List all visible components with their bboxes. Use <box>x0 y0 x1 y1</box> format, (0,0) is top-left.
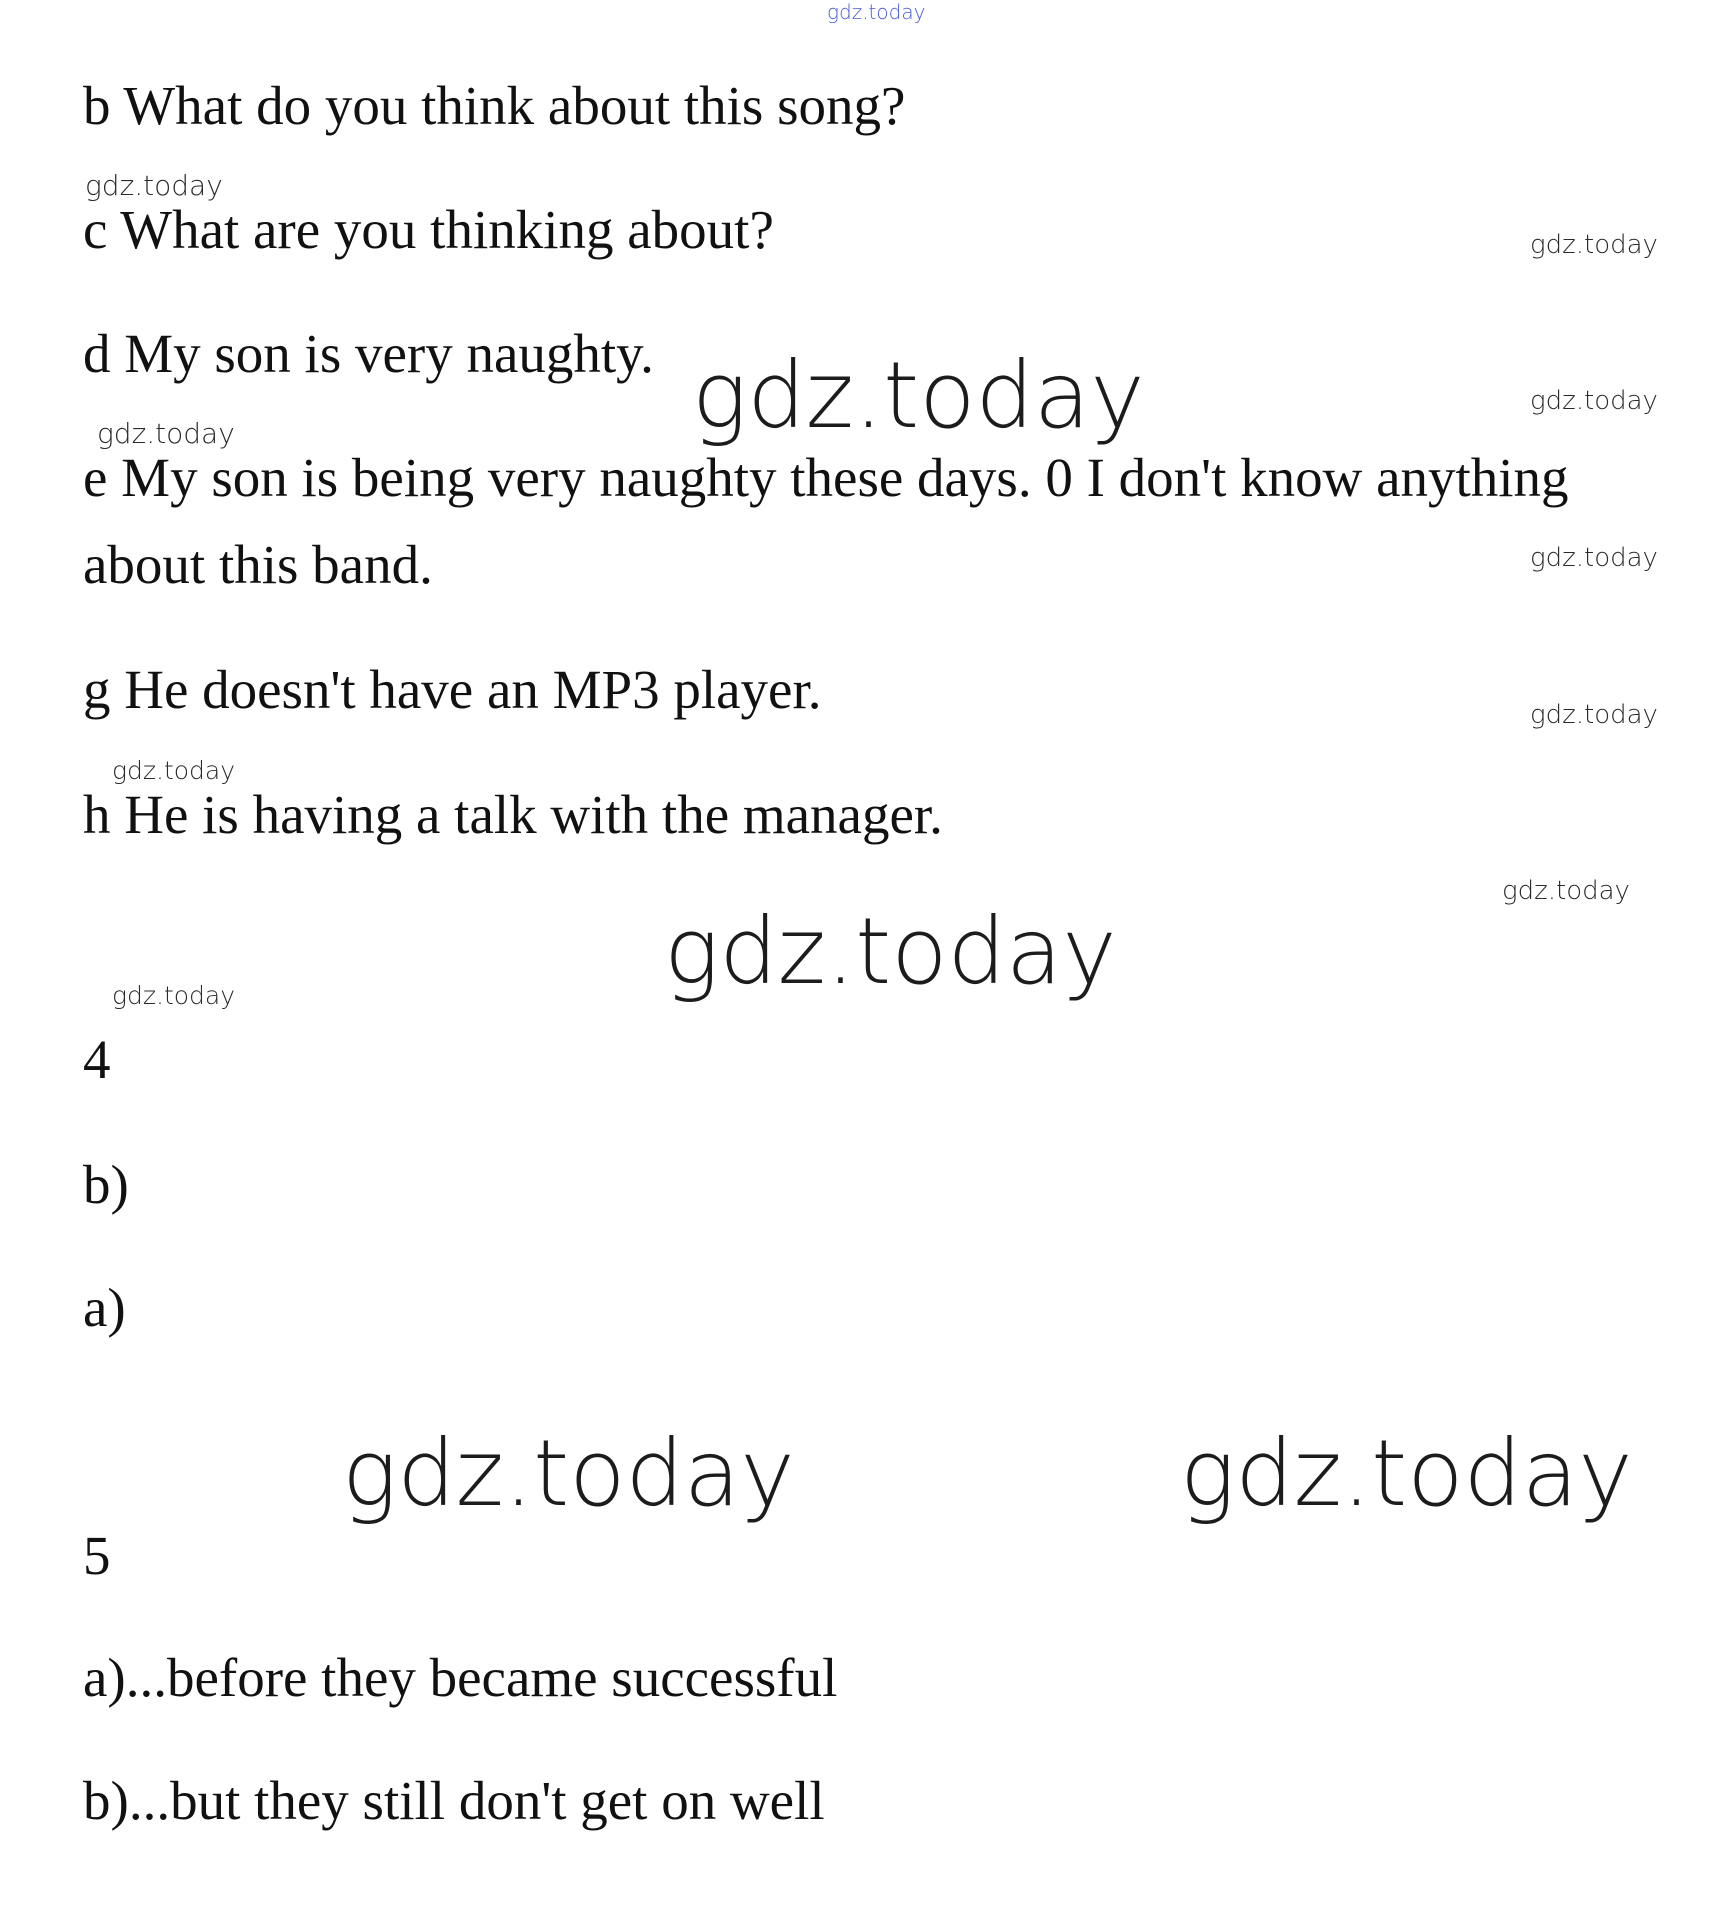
answer-b: b) <box>83 1154 129 1215</box>
answer-line-e1: e My son is being very naughty these days. 0 I don't know anything <box>83 447 1569 508</box>
watermark-small: gdz.today <box>112 756 236 785</box>
watermark-small: gdz.today <box>1502 876 1630 906</box>
watermark-small: gdz.today <box>112 981 236 1010</box>
watermark-small: gdz.today <box>1530 230 1658 260</box>
watermark-small: gdz.today <box>1530 543 1658 573</box>
answer5-b: b)...but they still don't get on well <box>83 1770 825 1831</box>
watermark-large: gdz.today <box>1180 1420 1633 1527</box>
watermark-large: gdz.today <box>342 1420 795 1527</box>
watermark-large: gdz.today <box>692 342 1145 449</box>
exercise-number-5: 5 <box>83 1525 111 1586</box>
watermark-small: gdz.today <box>1530 700 1658 730</box>
answer-line-h: h He is having a talk with the manager. <box>83 784 943 845</box>
answer-line-b: b What do you think about this song? <box>83 75 906 136</box>
watermark-small: gdz.today <box>97 417 235 450</box>
answer-line-d: d My son is very naughty. <box>83 323 654 384</box>
watermark-small: gdz.today <box>85 169 223 202</box>
exercise-number-4: 4 <box>83 1029 111 1090</box>
watermark-large: gdz.today <box>664 898 1117 1005</box>
answer-line-c: c What are you thinking about? <box>83 199 774 260</box>
answer-line-g: g He doesn't have an MP3 player. <box>83 659 822 720</box>
answer-line-e2: about this band. <box>83 534 433 595</box>
watermark-small: gdz.today <box>1530 386 1658 416</box>
answer5-a: a)...before they became successful <box>83 1647 838 1708</box>
answer-a: a) <box>83 1277 126 1338</box>
watermark-top: gdz.today <box>827 0 926 24</box>
